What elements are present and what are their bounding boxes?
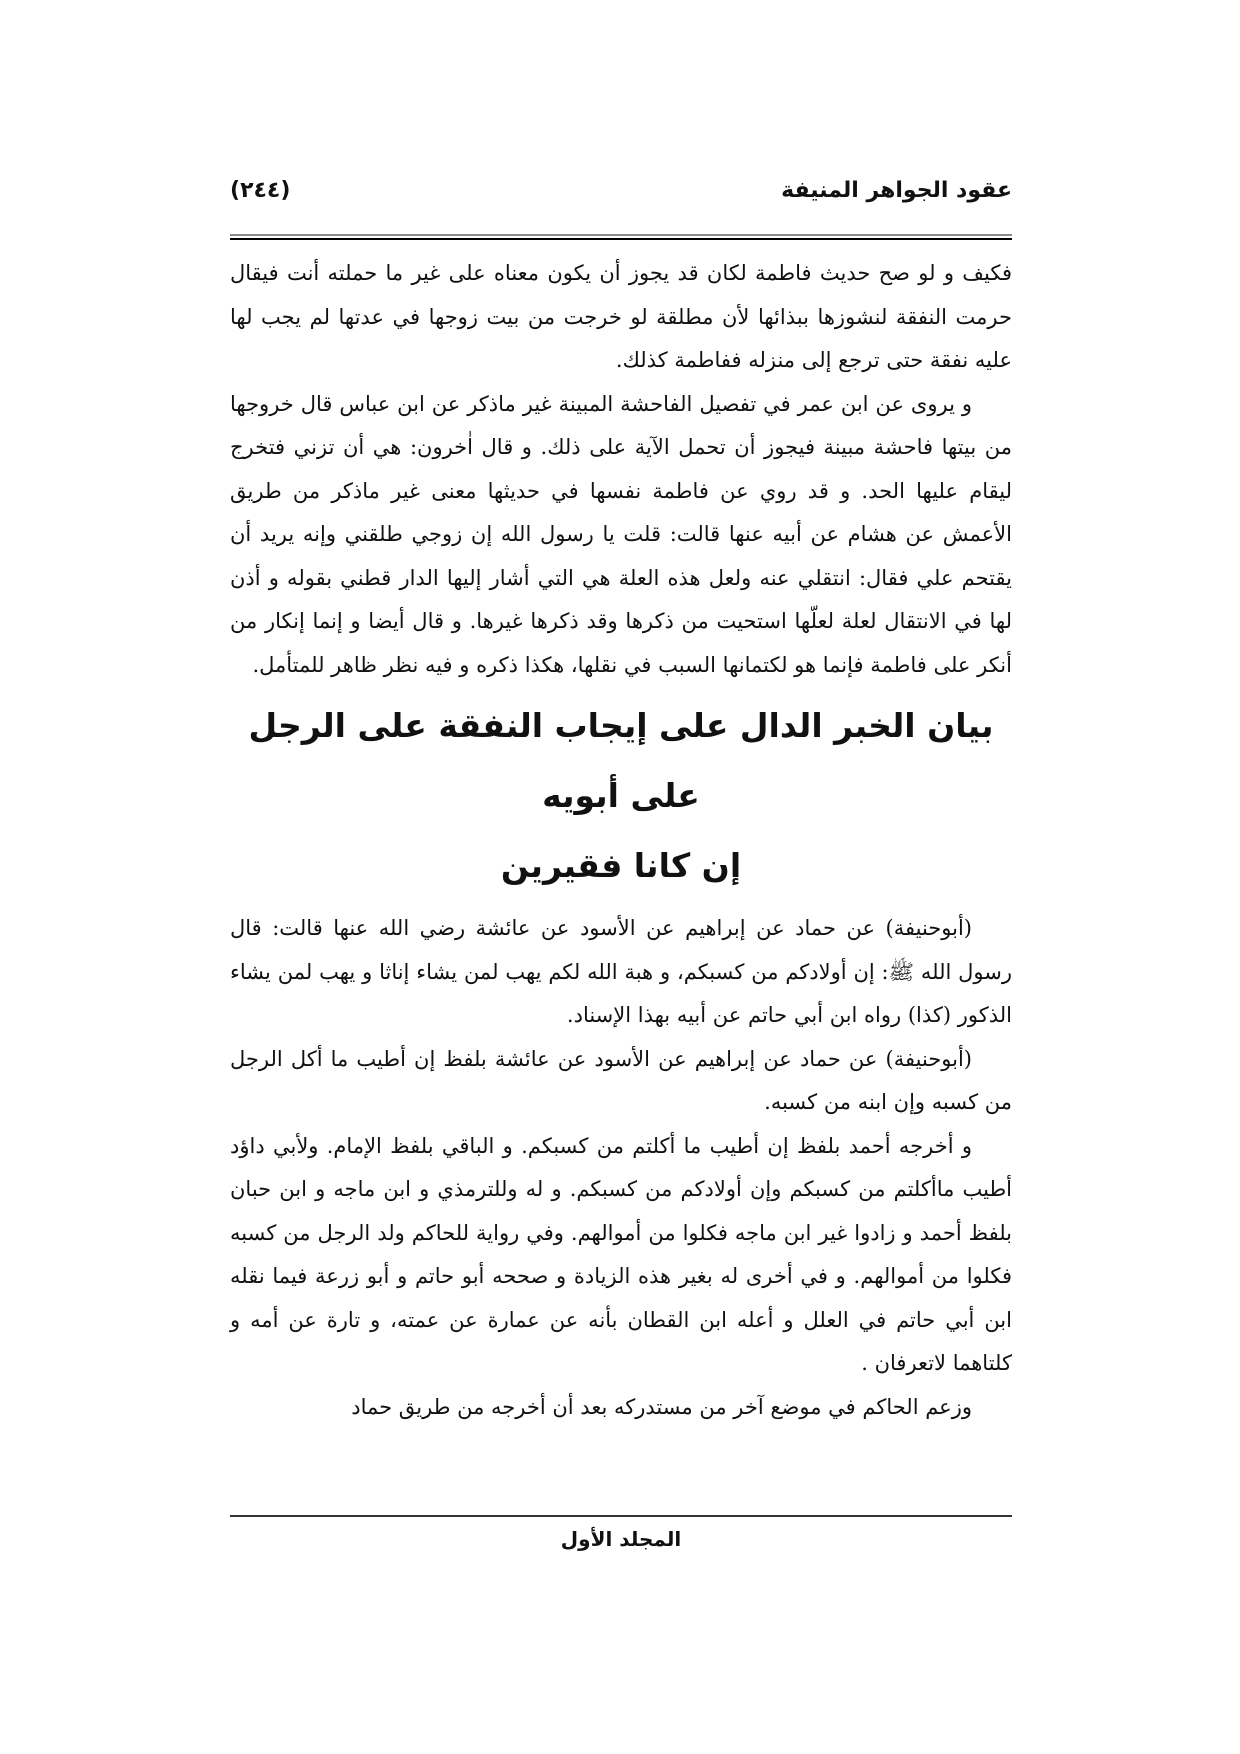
header-rule-gray (230, 234, 1012, 236)
page-body (230, 252, 1012, 1429)
paragraph: (أبوحنيفة) عن حماد عن إبراهيم عن الأسود عن عائشة بلفظ إن أطيب ما أكل الرجل من كسبه وإن ابنه من كسبه. (230, 1046, 1012, 1114)
document-page (230, 0, 1012, 1754)
footer-rule (230, 1515, 1012, 1517)
paragraph: فكيف و لو صح حديث فاطمة لكان قد يجوز أن يكون معناه على غير ما حملته أنت فيقال حرمت النفقة لنشوزها ببذائها لأن مطلقة لو خرجت من بيت زوجها في عدتها لم يجب لها عليه نفقة حتى ترجع إلى منزله ففاطمة كذلك. (230, 261, 1012, 372)
section-heading (230, 691, 1012, 901)
heading-line-1: بيان الخبر الدال على إيجاب النفقة على الرجل على أبويه (248, 706, 994, 815)
volume-label: المجلد الأول (560, 1527, 682, 1551)
running-footer (230, 1527, 1012, 1551)
paragraph: و يروى عن ابن عمر في تفصيل الفاحشة المبينة غير ماذكر عن ابن عباس قال خروجها من بيتها فاحشة مبينة فيجوز أن تحمل الآية على ذلك. و قال اٰخرون: هي أن تزني فتخرج ليقام عليها الحد. و قد روي عن فاطمة نفسها في حديثها معنى غير ماذكر من طريق الأعمش عن هشام عن أبيه عنها قالت: قلت يا رسول الله إن زوجي طلقني وإنه يريد أن يقتحم علي فقال: انتقلي عنه ولعل هذه العلة هي التي أشار إليها الدار قطني بقوله و أذن لها في الانتقال لعلة لعلّها استحيت من ذكرها وقد ذكرها غيرها. و قال أيضا و إنما إنكار من أنكر على فاطمة فإنما هو لكتمانها السبب في نقلها، هكذا ذكره و فيه نظر ظاهر للمتأمل. (230, 391, 1012, 677)
running-header (230, 178, 1012, 218)
page-number: (٢٤٤) (230, 178, 291, 203)
paragraph: وزعم الحاكم في موضع آخر من مستدركه بعد أن أخرجه من طريق حماد (351, 1394, 972, 1419)
book-title: عقود الجواهر المنيفة (781, 178, 1012, 203)
paragraph: (أبوحنيفة) عن حماد عن إبراهيم عن الأسود عن عائشة رضي الله عنها قالت: قال رسول الله ﷺ: إن أولادكم من كسبكم، و هبة الله لكم يهب لمن يشاء إناثا و يهب لمن يشاء الذكور (كذا) رواه ابن أبي حاتم عن أبيه بهذا الإسناد. (230, 916, 1012, 1027)
heading-line-2: إن كانا فقيرين (500, 846, 742, 885)
header-rule-black (230, 238, 1012, 240)
paragraph: و أخرجه أحمد بلفظ إن أطيب ما أكلتم من كسبكم. و الباقي بلفظ الإمام. ولأبي داؤد أطيب ماأكلتم من كسبكم وإن أولادكم من كسبكم. و له وللترمذي و ابن ماجه و ابن حبان بلفظ أحمد و زادوا غير ابن ماجه فكلوا من أموالهم. وفي رواية للحاكم ولد الرجل من كسبه فكلوا من أموالهم. و في أخرى له بغير هذه الزيادة و صححه أبو حاتم و أبو زرعة فيما نقله ابن أبي حاتم في العلل و أعله ابن القطان بأنه عن عمارة عن عمته، و تارة عن أمه و كلتاهما لاتعرفان . (230, 1133, 1012, 1375)
